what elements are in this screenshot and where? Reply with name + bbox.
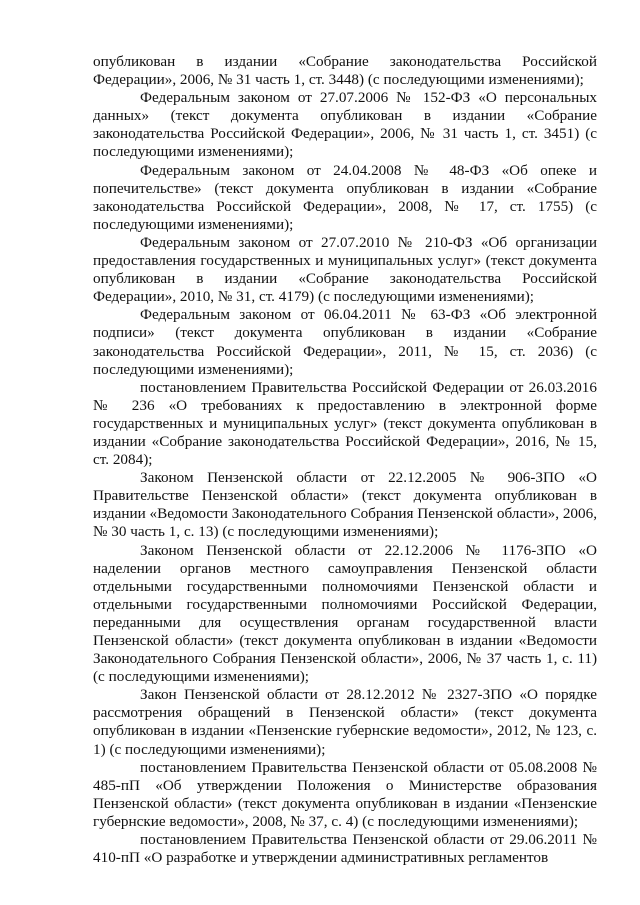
paragraph-resolution-485-pp: постановлением Правительства Пензенской области от 05.08.2008 № 485-пП «Об утверждении Положения о Министерстве образования Пензенской области» (текст документа опубликован в издании «Пензенские губернские ведомости», 2008, № 37, с. 4) (с последующими изменениями);: [93, 758, 597, 830]
paragraph-law-63-fz: Федеральным законом от 06.04.2011 № 63-ФЗ «Об электронной подписи» (текст документа опубликован в издании «Собрание законодательства Российской Федерации», 2011, № 15, ст. 2036) (с последующими изменениями);: [93, 306, 597, 378]
paragraph-resolution-236: постановлением Правительства Российской Федерации от 26.03.2016 № 236 «О требованиях к предоставлению в электронной форме государственных и муниципальных услуг» (текст документа опубликован в издании «Собрание законодательства Российской Федерации», 2016, № 15, ст. 2084);: [93, 378, 597, 469]
paragraph-resolution-410-pp: постановлением Правительства Пензенской области от 29.06.2011 № 410-пП «О разработке и утверждении административных регламентов: [93, 831, 597, 867]
paragraph-law-152-fz: Федеральным законом от 27.07.2006 № 152-ФЗ «О персональных данных» (текст документа опубликован в издании «Собрание законодательства Российской Федерации», 2006, № 31 часть 1, ст. 3451) (с последующими изменениями);: [93, 89, 597, 161]
paragraph-law-1176-zpo: Законом Пензенской области от 22.12.2006 № 1176-ЗПО «О наделении органов местного самоуправления Пензенской области отдельными государственными полномочиями Пензенской области и отдельными государственными полномочиями Российской Федерации, переданными для осуществления органам государственной власти Пензенской области» (текст документа опубликован в издании «Ведомости Законодательного Собрания Пензенской области», 2006, № 37 часть 1, с. 11) (с последующими изменениями);: [93, 541, 597, 686]
document-body: [93, 53, 597, 867]
paragraph-law-48-fz: Федеральным законом от 24.04.2008 № 48-ФЗ «Об опеке и попечительстве» (текст документа опубликован в издании «Собрание законодательства Российской Федерации», 2008, № 17, ст. 1755) (с последующими изменениями);: [93, 161, 597, 233]
paragraph-law-210-fz: Федеральным законом от 27.07.2010 № 210-ФЗ «Об организации предоставления государственных и муниципальных услуг» (текст документа опубликован в издании «Собрание законодательства Российской Федерации», 2010, № 31, ст. 4179) (с последующими изменениями);: [93, 233, 597, 306]
paragraph-law-2327-zpo: Закон Пензенской области от 28.12.2012 № 2327-ЗПО «О порядке рассмотрения обращений в Пензенской области» (текст документа опубликован в издании «Пензенские губернские ведомости», 2012, № 123, с. 1) (с последующими изменениями);: [93, 686, 597, 758]
paragraph-continuation: опубликован в издании «Собрание законодательства Российской Федерации», 2006, № 31 часть 1, ст. 3448) (с последующими изменениями);: [93, 53, 597, 89]
paragraph-law-906-zpo: Законом Пензенской области от 22.12.2005 № 906-ЗПО «О Правительстве Пензенской области» (текст документа опубликован в издании «Ведомости Законодательного Собрания Пензенской области», 2006, № 30 часть 1, с. 13) (с последующими изменениями);: [93, 469, 597, 541]
